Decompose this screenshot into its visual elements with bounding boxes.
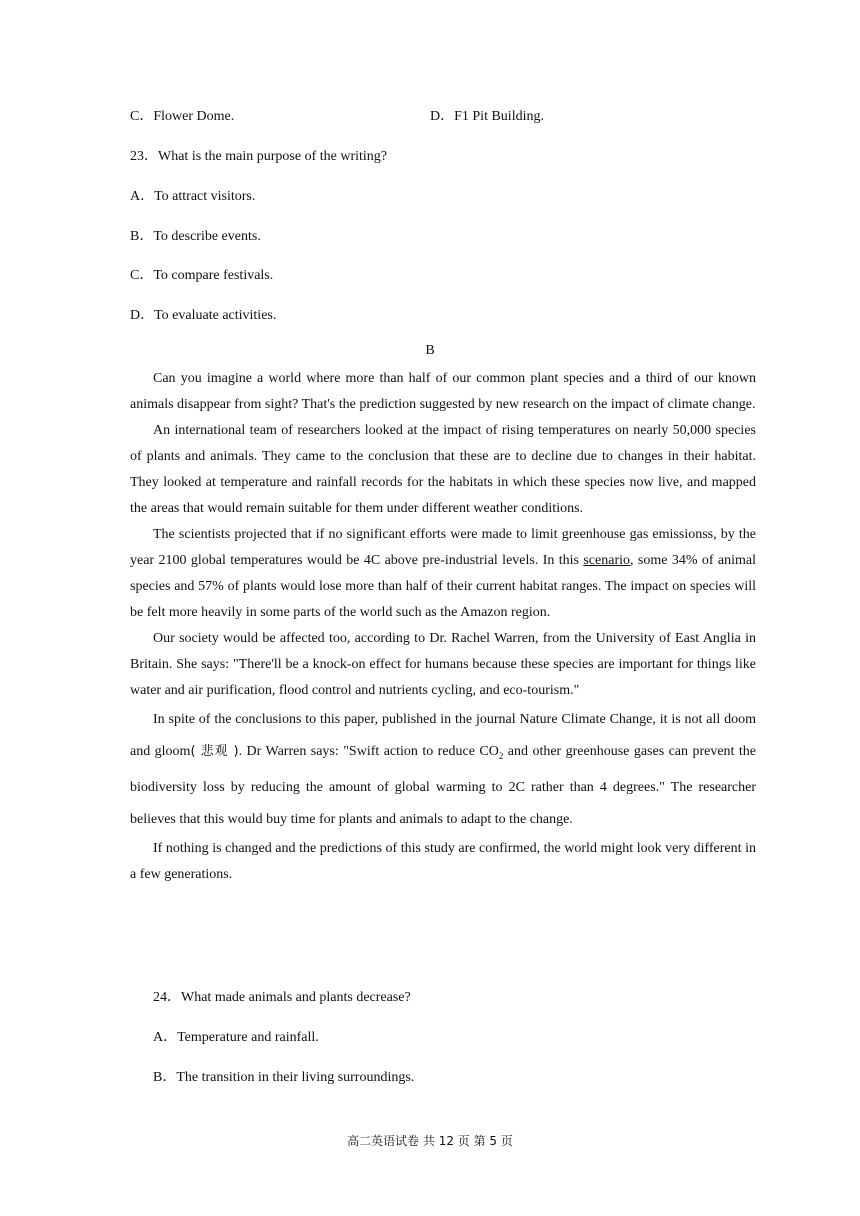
paragraph-5-text-part3: and other greenhouse gases can prevent the biodiversity loss by reducing the amount of global warming to 2C rather than 4 degrees." The researcher believes that this would buy time for plants and animals to adapt to the change. [130,744,756,827]
co2-subscript: 2 [498,750,504,761]
passage-paragraph-2: An international team of researchers looked at the impact of rising temperatures on nearly 50,000 species of plants and animals. They came to the conclusion that these are to decline due to changes in their habitat. They looked at temperature and rainfall records for the habitats in which these species now live, and mapped the areas that would remain suitable for them under different weather conditions. [130,423,756,516]
paragraph-3-text-start: The scientists projected that if no significant efforts were made to limit greenhouse gas emissionss, by the year 2100 global temperatures would be 4C above pre-industrial levels. In this [130,527,756,568]
passage-paragraph-6: If nothing is changed and the predictions of this study are confirmed, the world might look very different in a few generations. [130,840,756,882]
q24-option-b: B．The transition in their living surroundings. [153,1070,415,1085]
q23-option-d: D．To evaluate activities. [130,308,277,323]
q23-question: 23．What is the main purpose of the writing? [130,149,387,164]
passage-paragraph-5 [130,704,756,836]
paragraph-5-text-part2: . Dr Warren says: "Swift action to reduce CO [238,744,499,759]
passage-paragraph-4: Our society would be affected too, according to Dr. Rachel Warren, from the University of East Anglia in Britain. She says: "There'll be a knock-on effect for humans because these species are important for things like water and air purification, flood control and nutrients cycling, and eco-tourism." [130,631,756,698]
passage-paragraph-1: Can you imagine a world where more than half of our common plant species and a third of our known animals disappear from sight? That's the prediction suggested by new research on the impact of climate change. [130,371,756,412]
chinese-gloss: ( 悲观 ) [190,744,239,759]
q23-option-c: C．To compare festivals. [130,268,274,283]
q22-option-c: C．Flower Dome. [130,109,235,124]
q23-option-a: A．To attract visitors. [130,189,256,204]
section-heading: B [425,343,435,358]
paragraph-5-text-part1: In spite of the conclusions to this paper, published in the journal Nature Climate Change, it is not all doom and gloom [130,712,756,759]
q22-option-d: D．F1 Pit Building. [430,109,544,124]
q23-option-b: B．To describe events. [130,229,261,244]
reading-passage [130,366,756,888]
underlined-word-scenario: scenario [583,553,631,568]
paragraph-3-text-end: , some 34% of animal species and 57% of plants would lose more than half of their current habitat ranges. The impact on species will be felt more heavily in some parts of the world such as the Amazon region. [130,553,756,620]
q24-question: 24．What made animals and plants decrease? [153,990,411,1005]
page-footer: 高二英语试卷 共 12 页 第 5 页 [347,1134,513,1148]
q24-option-a: A．Temperature and rainfall. [153,1030,319,1045]
passage-paragraph-3 [130,522,756,626]
